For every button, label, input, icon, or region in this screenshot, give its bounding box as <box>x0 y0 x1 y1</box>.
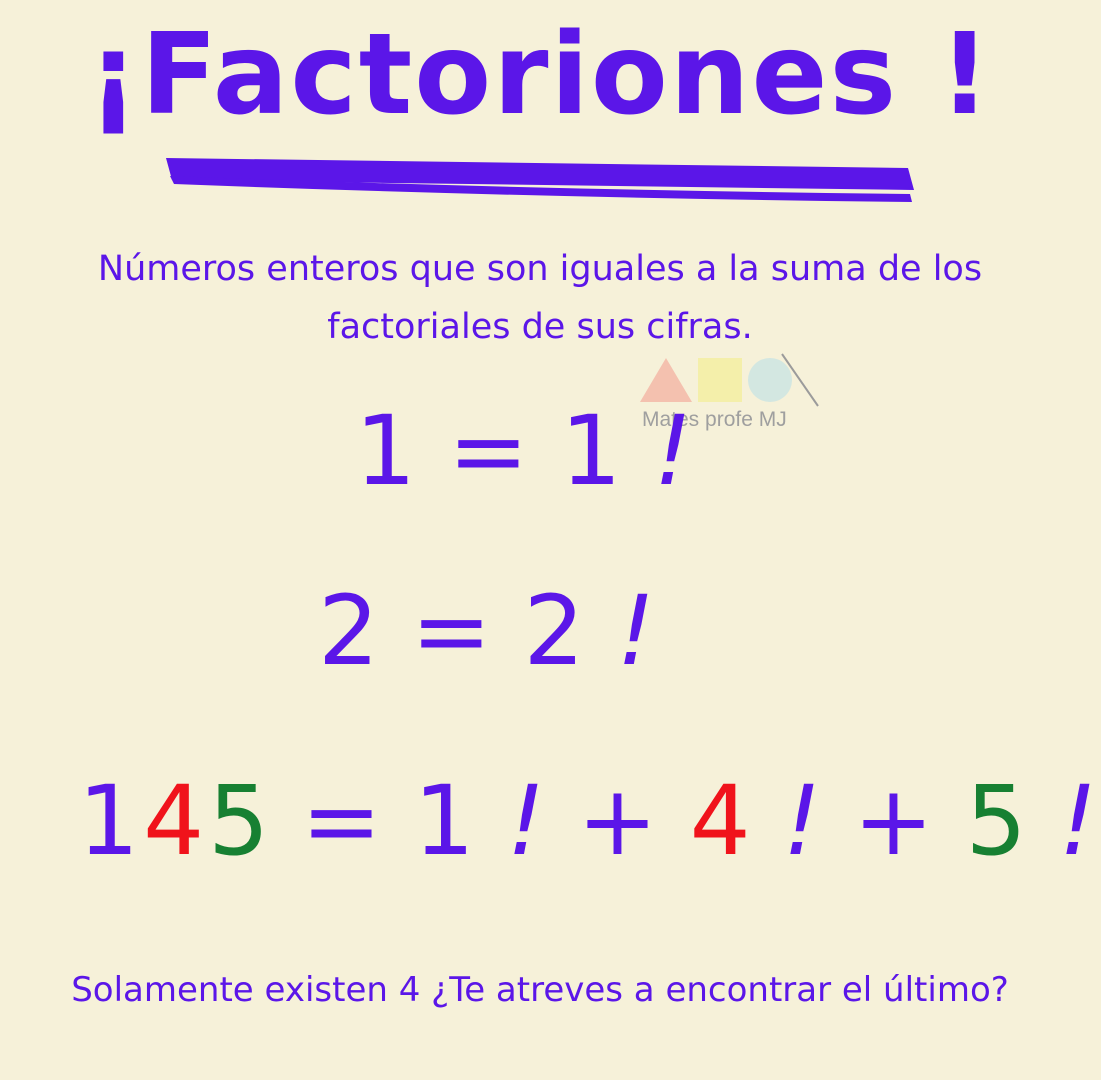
subtitle-line-1: Números enteros que son iguales a la suma de los <box>97 249 983 289</box>
eq1-equals: = <box>448 395 533 507</box>
logo-text: Mates profe MJ <box>642 408 787 431</box>
eq3-term-1: 1 <box>413 765 479 877</box>
title-underline <box>160 150 920 206</box>
page-title: ¡Factoriones ! <box>87 10 993 140</box>
footer-question: Solamente existen 4 ¿Te atreves a encontrar el último? <box>71 970 1009 1010</box>
eq3-lhs-digit-2: 4 <box>143 765 209 877</box>
eq3-lhs-digit-1: 1 <box>78 765 144 877</box>
subtitle-line-2: factoriales de sus cifras. <box>327 307 753 347</box>
eq3-term-2: 4 <box>689 765 755 877</box>
eq2-equals: = <box>411 575 496 687</box>
eq1-rhs: 1 <box>560 395 626 507</box>
eq3-factorial-2: ! <box>782 765 826 877</box>
eq3-equals: = <box>301 765 386 877</box>
eq2-lhs: 2 <box>318 575 384 687</box>
eq3-factorial-3: ! <box>1058 765 1101 877</box>
eq1-lhs: 1 <box>355 395 421 507</box>
eq3-factorial-1: ! <box>506 765 550 877</box>
eq3-lhs-digit-3: 5 <box>208 765 274 877</box>
equation-1 <box>355 395 696 507</box>
equation-3 <box>78 765 1101 877</box>
eq2-rhs: 2 <box>523 575 589 687</box>
eq3-plus-1: + <box>577 765 662 877</box>
eq3-term-3: 5 <box>965 765 1031 877</box>
eq3-plus-2: + <box>853 765 938 877</box>
equation-2 <box>318 575 659 687</box>
eq1-factorial: ! <box>653 395 697 507</box>
eq2-factorial: ! <box>616 575 660 687</box>
subtitle <box>60 240 1020 356</box>
